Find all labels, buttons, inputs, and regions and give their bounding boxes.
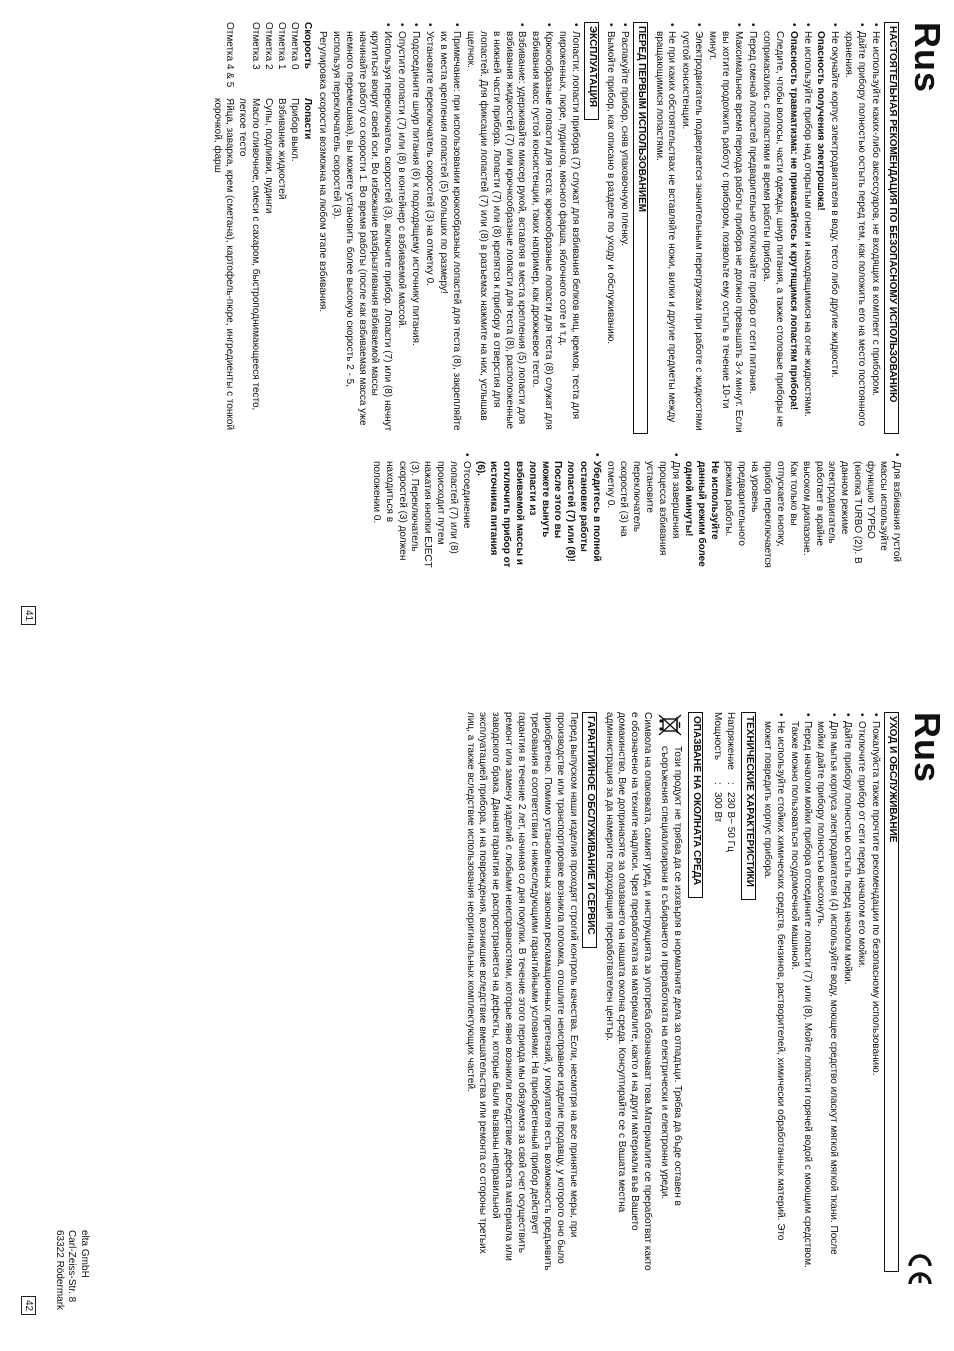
list-item: • Распакуйте прибор, сняв упаковочную пленку. (617, 31, 630, 434)
section-title-warranty: ГАРАНТИЙНОЕ ОБСЛУЖИВАНИЕ И СЕРВИС (582, 712, 597, 948)
crossed-bin-icon (657, 712, 683, 738)
list-item: • Взбивание: удерживайте миксер рукой, вставляя в места крепления (5) лопасти для взбивания жидкостей (7) или крючкообразные лопасти для теста (8), расположенные в нижней части прибора. Лопасти (7) или (8) крепятся к прибору в отверстия для лопастей. Для фиксации лопастей (7) или (8) в разъемах нажмите на них, услышав щелчок. (463, 31, 528, 434)
list-item-warning: • Опасность травматизма: не прикасайтесь к крутящимся лопастям прибора! (786, 31, 799, 434)
list-item: • Перед сменой лопастей предварительно отключайте прибор от сети питания. (745, 31, 758, 434)
spec-sep: : (712, 782, 724, 785)
disposal-line: Този продукт не трябва да се изхвърля в нормалните дела за отпадъци. Трябва да бъде оставен в (672, 746, 684, 1206)
ce-mark-icon (906, 1250, 934, 1288)
disposal-paragraph: Символа на опаковката, самият уред, и инструкцията за употреба обозначават това.Материалите се преработват както е обозначено на техните надписи. Чрез преработката на материалите, както и на други материали във Вашето домакинство, Вие допринасяте за опазването на нашата околна среда. Консултирайте се с Вашата местна администрация за да намерите подходящия преработвателен център. (603, 712, 654, 1271)
use-cell: Прибор выкл. (289, 98, 301, 162)
section-title-before-first-use: ПЕРЕД ПЕРВЫМ ИСПОЛЬЗОВАНИЕМ (633, 22, 648, 434)
list-item-warning: • Убедитесь в полной остановке работы лопастей (7) или (8)! После этого вы можете вынуть лопасти из взбиваемой массы и отключить прибор от источника питания (6). (473, 461, 602, 570)
section-title-care: УХОД И ОБСЛУЖИВАНИЕ (884, 712, 899, 1272)
section-title-disposal: ОПАЗВАНЕ НА ОКОЛНАТА СРЕДА (688, 712, 703, 898)
before-first-use-list (603, 22, 630, 434)
list-item: • Дайте прибору полностью остыть перед началом мойки. (840, 721, 853, 1272)
disposal-intro (658, 746, 684, 1206)
care-list (760, 712, 881, 1272)
speed-cell: Отметка 3 (250, 22, 262, 70)
section-title-operation: ЭКСПЛУАТАЦИЯ (584, 22, 599, 120)
list-item: • Максимальное время периода работы прибора не должно превышать 3-х минут. Если вы хотите продолжить работу с прибором, позвольте ему остыть в течение 10-ти минут. (705, 31, 744, 434)
list-item: • Установите переключатель скоростей (3) на отметку 0. (422, 31, 435, 434)
list-item: • Опустите лопасти (7) или (8) в контейнер с взбиваемой массой. (394, 31, 407, 434)
list-item: • Не при каких обстоятельствах не вставляйте ножи, вилки и другие предметы между вращающимися лопастями. (652, 31, 678, 434)
language-header: Rus (907, 22, 948, 94)
list-item: • Дайте прибору полностью остыть перед тем, как положить его на место постоянного хранения. (841, 31, 867, 434)
use-cell: Супы, подливки, пудинги (263, 98, 275, 214)
list-item: • Перед началом мойки прибора отсоедините лопасти (7) или (8). Мойте лопасти горячей водой с моющим средством. Также можно пользоваться посудомоечной машиной. (787, 721, 813, 1272)
list-item: • Отключите прибор от сети перед началом его мойки. (854, 721, 867, 1272)
manufacturer-address (52, 1230, 90, 1310)
use-cell: Взбивание жидкостей (276, 98, 288, 200)
spec-sep: : (725, 782, 737, 785)
manual-page-42 (0, 690, 954, 1330)
address-line: elta GmbH (79, 1230, 90, 1278)
disposal-line: съоръжения специализирани в събирането и преработката на електрически и електронни уреди. (659, 746, 671, 1200)
use-cell: Масло сливочное, смеси с сахаром, быстроподнимающееся тесто, легкое тесто (237, 98, 262, 411)
speed-cell: Отметка 2 (263, 22, 275, 70)
page-number: 42 (21, 1296, 36, 1315)
list-item: • Не используйте прибор над открытым огнем и находящимися на огне жидкостями. (800, 31, 813, 434)
list-item-warning: Опасность получения электрошока! (815, 31, 827, 211)
list-item: • Не окунайте корпус электродвигателя в воду, тесто либо другие жидкости. (827, 31, 840, 434)
address-line: Carl-Zeiss-Str. 8 (66, 1230, 78, 1303)
list-item: • Крюкообразные лопасти для теста: крюкообразные лопасти для теста (8) служат для взбивания масс густой консистенции, таких например, как дрожжевое тесто. (528, 31, 554, 434)
list-item: • Используя переключатель скоростей (3), включите прибор. Лопасти (7) или (8) начнут крутиться вокруг своей оси. Во избежание разбрызгивания взбиваемой массы начинайте работу со скорости 1. Во время работы (после как взбиваемая масса уже немного перемешана), вы можете установить более высокую скорость 2 - 5, используя переключатель скоростей (3). (329, 31, 394, 434)
language-header: Rus (907, 712, 948, 784)
warranty-paragraph: Перед выпуском наши изделия проходят строгий контроль качества. Если, несмотря на все принятые меры, при производстве или транспортировке возникла поломка, отошлите неисправное изделие продавцу, у которого оно было приобретено. Помимо установленных законом рекламационных претензий, у покупателя есть возможность предъявить требования в соответствии с нижеследующими гарантийными условиями: На приобретенный прибор действует гарантия в течение 2 лет, начиная со дня покупки. В течение этого периода мы обязуемся за свой счет осуществить ремонт или замену изделий с любыми неисправностями, которые явно возникли вследствие дефекта материала или заводского брака. Данная гарантия не распространяется на дефекты, которые были вызваны неправильной эксплуатацией прибора, и на повреждения, возникшие вследствие вмешательства или ремонта со стороны третьих лиц, а также вследствие использования неоригинальных комплектующих частей. (464, 712, 579, 1271)
operation-list (315, 22, 581, 434)
list-item: • Для завершения процесса взбивания установите переключатель скоростей (3) на отметку 0. (603, 461, 680, 570)
list-item: • Отсоединение лопастей (7) или (8) происходит путем нажатия кнопки EJECT (3). Переключатель скоростей (3) должен находиться в положении 0. (369, 461, 472, 570)
left-main-column (208, 22, 902, 434)
manual-page-41 (0, 0, 954, 640)
safety-list (652, 22, 881, 434)
disposal-symbol-row (657, 712, 683, 1272)
speed-table (210, 22, 313, 434)
list-item: • Не используйте каких-либо аксессуаров, не входящих в комплект с прибором. (868, 31, 881, 434)
list-item: Следите, чтобы волосы, части одежды, шнур питания, а также столовые приборы не соприкасались с лопастями в время работы прибора. (760, 31, 785, 428)
right-main-column (461, 712, 902, 1272)
list-item: • Для мытья корпуса электродвигателя (4) используйте воду, моющее средство иласкут мягкой мягкой ткани. После мойки дайте прибору полностью высохнуть. (814, 721, 840, 1272)
use-cell: Яйца, заварка, крем (сметана), картофель-пюре, ингредиенты с тонкой корочкой, фарш (211, 98, 236, 431)
left-continuation-column (368, 452, 902, 570)
list-item: • Подсоедините шнур питания (6) к подходящему источнику питания. (408, 31, 421, 434)
speed-cell: Отметка 0 (289, 22, 301, 70)
page-number: 41 (21, 606, 36, 625)
list-item: • Для взбивания густой массы используйте функцию ТУРБО (кнопка TURBO (2)). В данном режиме электродвигатель работает в крайне высоком диапазоне. Как только вы отпускаете кнопку, прибор переключается на уровень предварительного режима работы. (721, 461, 902, 570)
speed-table-header: Скорость (301, 22, 313, 69)
speed-table-header: Лопасти (301, 98, 313, 140)
section-title-specs: ТЕХНИЧЕСКИЕ ХАРАКТЕРИСТИКИ (741, 712, 756, 900)
spec-label: Напряжение (725, 712, 737, 770)
list-item: • Вымойте прибор, как описано в разделе по уходу и обслуживанию. (603, 31, 616, 434)
spec-value: 230 В~ 50 Гц (725, 792, 737, 852)
address-line: 63322 Rödermark (53, 1230, 65, 1311)
speed-cell: Отметка 1 (276, 22, 288, 70)
speed-cell: Отметка 4 & 5 (224, 22, 236, 88)
list-item-note: • Примечание: при использовании крюкообразных лопастей для теста (8), закрепляйте их в места крепления лопастей (5) больших по размеру! (436, 31, 462, 434)
spec-value: 300 Вт (712, 792, 724, 823)
specs-table (710, 712, 736, 1272)
list-item: • Пожалуйста также прочтите рекомендации по безопасному использованию. (868, 721, 881, 1272)
list-item-warning: Не используйте данный режим более одной минуты! (683, 461, 721, 567)
spec-label: Мощность (712, 712, 724, 761)
section-title-safety: НАСТОЯТЕЛЬНАЯ РЕКОМЕНДАЦИЯ ПО БЕЗОПАСНОМУ ИСПОЛЬЗОВАНИЮ (884, 22, 899, 434)
list-item: Регулировка скорости возможна на любом этапе взбивания. (316, 31, 328, 313)
operation-list-continued (369, 452, 902, 570)
list-item: • Электродвигатель подвергается значительным перегрузкам при работе с жидкостями густой консистенции. (679, 31, 705, 434)
list-item: • Не используйте стойких химических средств, бензинов, растворителей, химически обработанных материй. Это может повредить корпус прибора. (760, 721, 786, 1272)
list-item: • Лопасти: лопасти прибора (7) служат для взбивания белков яиц, кремов, теста для пироженных, пюре, пудингов, мясного фарша, яблочного соте и т.д. (555, 31, 581, 434)
